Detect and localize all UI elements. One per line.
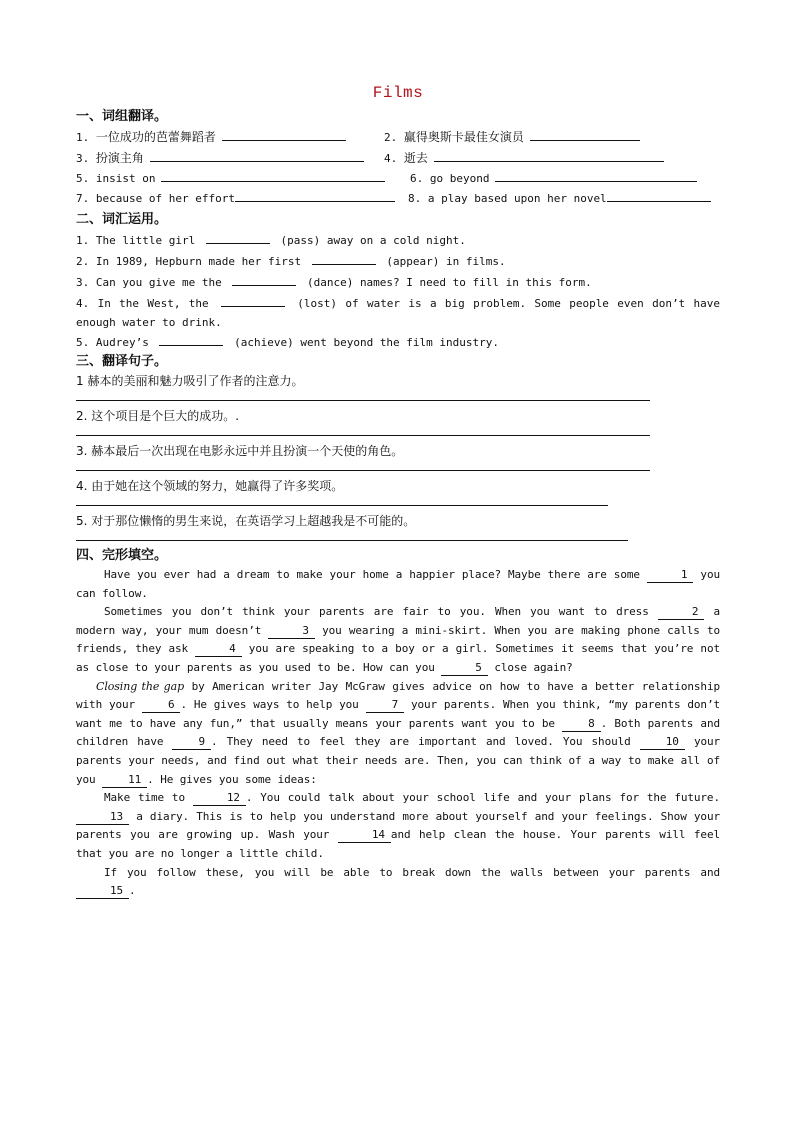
- cloze-blank[interactable]: 3: [268, 624, 315, 639]
- answer-line[interactable]: [76, 425, 650, 436]
- answer-blank[interactable]: [221, 294, 285, 307]
- answer-blank[interactable]: [607, 189, 711, 202]
- paragraph-2: Sometimes you don’t think your parents are fair to you. When you want to dress 2 a modern way, your mum doesn’t 3 you wearing a mini-skirt. When you are making phone calls to friends, they ask 4 you are speaking to a boy or a girl. Sometimes it seems that you’re not as close to your parents as you used to be. How can you 5 close again?: [76, 605, 720, 674]
- answer-blank[interactable]: [232, 273, 296, 286]
- worksheet: [76, 84, 720, 901]
- answer-blank[interactable]: [222, 128, 346, 141]
- cloze-blank[interactable]: 8: [562, 717, 601, 732]
- cloze-blank[interactable]: 14: [338, 828, 391, 843]
- cloze-blank[interactable]: 11: [102, 773, 147, 788]
- answer-blank[interactable]: [161, 169, 385, 182]
- cloze-blank[interactable]: 5: [441, 661, 488, 676]
- cloze-blank[interactable]: 6: [142, 698, 181, 713]
- phrase-6: go beyond: [429, 172, 490, 185]
- cloze-blank[interactable]: 15: [76, 884, 129, 899]
- answer-blank[interactable]: [434, 149, 664, 162]
- vocab-item-3: 3. Can you give me the (dance) names? I need to fill in this form.: [76, 272, 720, 293]
- answer-blank[interactable]: [530, 128, 640, 141]
- translate-item-5: 5. 对于那位懒惰的男生来说，在英语学习上超越我是不可能的。: [76, 514, 416, 528]
- book-title: Closing the gap: [96, 679, 185, 693]
- translate-item-3: 3. 赫本最后一次出现在电影永远中并且扮演一个天使的角色。: [76, 444, 404, 458]
- answer-blank[interactable]: [312, 252, 376, 265]
- section3-heading: 三、翻译句子。: [76, 354, 168, 369]
- phrase-row-3: 5. insist on 6. go beyond: [76, 169, 720, 189]
- answer-line[interactable]: [76, 390, 650, 401]
- cloze-blank[interactable]: 4: [195, 642, 242, 657]
- translate-item-1: 1 赫本的美丽和魅力吸引了作者的注意力。: [76, 374, 304, 388]
- phrase-2: 赢得奥斯卡最佳女演员: [403, 130, 524, 144]
- phrase-row-4: 7. because of her effort 8. a play based upon her novel: [76, 189, 720, 209]
- vocab-item-1: 1. The little girl (pass) away on a cold night.: [76, 230, 720, 251]
- answer-blank[interactable]: [206, 231, 270, 244]
- cloze-passage: [76, 566, 720, 901]
- cloze-blank[interactable]: 2: [658, 605, 705, 620]
- translate-item-4: 4. 由于她在这个领域的努力，她赢得了许多奖项。: [76, 479, 344, 493]
- phrase-7: because of her effort: [95, 192, 235, 205]
- section1-heading: 一、词组翻译。: [76, 109, 168, 124]
- answer-line[interactable]: [76, 530, 628, 541]
- section2-heading: 二、词汇运用。: [76, 212, 168, 227]
- vocab-item-4: 4. In the West, the (lost) of water is a big problem. Some people even don’t have enough water to drink.: [76, 294, 720, 332]
- phrase-1: 一位成功的芭蕾舞蹈者: [95, 130, 216, 144]
- phrase-row-2: 3. 扮演主角 4. 逝去: [76, 148, 720, 169]
- answer-blank[interactable]: [150, 149, 364, 162]
- phrase-row-1: 1. 一位成功的芭蕾舞蹈者 2. 赢得奥斯卡最佳女演员: [76, 127, 720, 148]
- answer-blank[interactable]: [495, 169, 697, 182]
- paragraph-1: Have you ever had a dream to make your home a happier place? Maybe there are some 1 you can follow.: [76, 568, 720, 600]
- cloze-blank[interactable]: 12: [193, 791, 246, 806]
- answer-line[interactable]: [76, 495, 608, 506]
- answer-line[interactable]: [76, 460, 650, 471]
- paragraph-5: If you follow these, you will be able to break down the walls between your parents and 15 .: [76, 864, 720, 901]
- page-title: Films: [372, 84, 424, 102]
- vocab-item-2: 2. In 1989, Hepburn made her first (appear) in films.: [76, 251, 720, 272]
- section4-heading: 四、完形填空。: [76, 548, 168, 563]
- cloze-blank[interactable]: 7: [366, 698, 405, 713]
- cloze-blank[interactable]: 10: [640, 735, 685, 750]
- cloze-blank[interactable]: 9: [172, 735, 211, 750]
- phrase-5: insist on: [95, 172, 156, 185]
- vocab-item-5: 5. Audrey’s (achieve) went beyond the film industry.: [76, 332, 720, 353]
- answer-blank[interactable]: [235, 189, 395, 202]
- translate-item-2: 2. 这个项目是个巨大的成功。.: [76, 409, 240, 423]
- cloze-blank[interactable]: 1: [647, 568, 694, 583]
- phrase-4: 逝去: [403, 151, 428, 165]
- phrase-8: a play based upon her novel: [427, 192, 607, 205]
- paragraph-4: Make time to 12 . You could talk about your school life and your plans for the future. 13 a diary. This is to help you understand more about yourself and your feelings. Show your parents you are growing up. Wash your 14 and help clean the house. Your parents will feel that you are no longer a little child.: [76, 791, 720, 860]
- paragraph-3: Closing the gap by American writer Jay McGraw gives advice on how to have a better relationship with your 6 . He gives ways to help you 7 your parents. When you think, “my parents don’t want me to have any fun,” that usually means your parents want you to be 8 . Both parents and children have 9 . They need to feel they are important and loved. You should 10 your parents your needs, and find out what their needs are. Then, you can think of a way to make all of you 11 . He gives you some ideas:: [76, 679, 721, 786]
- cloze-blank[interactable]: 13: [76, 810, 129, 825]
- answer-blank[interactable]: [159, 333, 223, 346]
- phrase-3: 扮演主角: [95, 151, 144, 165]
